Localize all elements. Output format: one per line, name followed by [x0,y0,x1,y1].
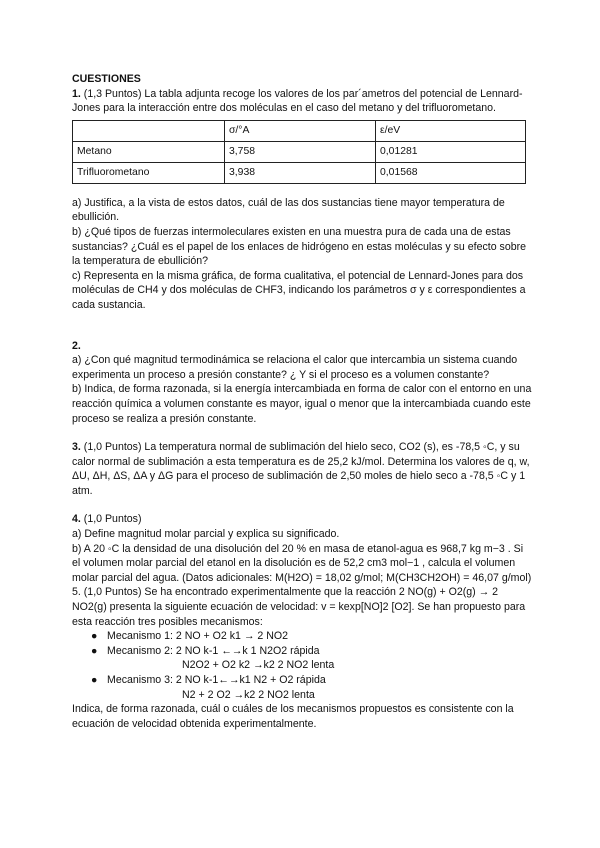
table-cell: 0,01281 [376,141,526,162]
list-item [72,629,534,644]
table-header-cell: ε/eV [376,120,526,141]
question-5-text: 5. (1,0 Puntos) Se ha encontrado experimentalmente que la reacción 2 NO(g) + O2(g) → 2 NO2(g) presenta la siguiente ecuación de velocidad: v = kexp[NO]2 [O2]. Se han propuesto para esta reacción tres posibles mecanismos: [72,586,526,628]
table-row [73,141,526,162]
mechanism-3-step-1: Mecanismo 3: 2 NO k-1←→k1 N2 + O2 rápida [107,674,326,686]
question-2b: b) Indica, de forma razonada, si la energía intercambiada en forma de calor con el entorno en una reacción química a volumen constante es mayor, igual o menor que la intercambiada cuando este proceso se realiza a presión constante. [72,383,532,425]
question-3-number: 3. [72,441,81,454]
mechanism-list [72,629,534,658]
list-item [72,673,534,688]
table-header-cell [73,120,225,141]
question-5-closing: Indica, de forma razonada, cuál o cuáles de los mecanismos propuestos es consistente con la ecuación de velocidad obtenida experimentalmente. [72,703,514,730]
bullet-icon: ● [91,630,98,643]
mechanism-2-step-1: Mecanismo 2: 2 NO k-1 ←→k 1 N2O2 rápida [107,644,320,657]
question-2-number: 2. [72,339,81,352]
lennard-jones-table [72,120,526,184]
table-cell: Metano [73,141,225,162]
table-header-cell: σ/°A [225,120,376,141]
table-header-row [73,120,526,141]
question-3 [72,440,534,498]
question-1-number: 1. [72,87,81,100]
question-4b: b) A 20 ◦C la densidad de una disolución del 20 % en masa de etanol-agua es 968,7 kg m−3 . Si el volumen molar parcial del etanol en la disolución es de 52,2 cm3 mol−1 , calcula el volumen molar parcial del agua. (Datos adicionales: M(H2O) = 18,02 g/mol; M(CH3CH2OH) = 46,07 g/mol) [72,542,532,584]
question-1c: c) Representa en la misma gráfica, de forma cualitativa, el potencial de Lennard-Jones para dos moléculas de CH4 y dos moléculas de CHF3, indicando los parámetros σ y ε correspondientes a cada sustancia. [72,269,526,311]
mechanism-2-step-2: N2O2 + O2 k2 →k2 2 NO2 lenta [182,659,335,672]
bullet-icon: ● [91,644,98,657]
question-4-points: (1,0 Puntos) [80,513,142,526]
mechanism-3-step-2: N2 + 2 O2 →k2 2 NO2 lenta [182,688,315,701]
document-page [72,72,534,731]
question-1-intro [72,87,534,116]
table-cell: 3,758 [225,141,376,162]
question-4a: a) Define magnitud molar parcial y explica su significado. [72,528,340,541]
table-cell: 3,938 [225,162,376,183]
question-2a: a) ¿Con qué magnitud termodinámica se relaciona el calor que intercambia un sistema cuando experimenta un proceso a presión constante? ¿ Y si el proceso es a volumen constante? [72,354,518,381]
mechanism-1: Mecanismo 1: 2 NO + O2 k1 → 2 NO2 [107,630,289,643]
table-row [73,162,526,183]
question-4-header [72,512,534,527]
bullet-icon: ● [91,674,98,686]
section-heading: CUESTIONES [72,73,141,85]
question-4-number: 4. [72,513,81,526]
question-1a: a) Justifica, a la vista de estos datos, cuál de las dos sustancias tiene mayor temperatura de ebullición. [72,196,505,224]
mechanism-list [72,673,534,688]
question-1b: b) ¿Qué tipos de fuerzas intermoleculares existen en una muestra pura de cada una de estas sustancias? ¿Cuál es el papel de los enlaces de hidrógeno en estas moléculas y su efecto sobre la temperatura de ebullición? [72,225,527,268]
question-3-text: (1,0 Puntos) La temperatura normal de sublimación del hielo seco, CO2 (s), es -78,5 ◦C, y su calor normal de sublimación a esta temperatura es de 25,2 kJ/mol. Determina los valores de q, w, ΔU, ΔH, ΔS, ΔA y ΔG para el proceso de sublimación de 2,50 moles de hielo seco a -78,5 ◦C y 1 atm. [72,441,530,497]
table-cell: 0,01568 [376,162,526,183]
table-cell: Trifluorometano [73,162,225,183]
list-item [72,644,534,659]
question-1-text: (1,3 Puntos) La tabla adjunta recoge los valores de los par´ametros del potencial de Lennard-Jones para la interacción entre dos moléculas en el caso del metano y del trifluorometano. [72,87,523,115]
